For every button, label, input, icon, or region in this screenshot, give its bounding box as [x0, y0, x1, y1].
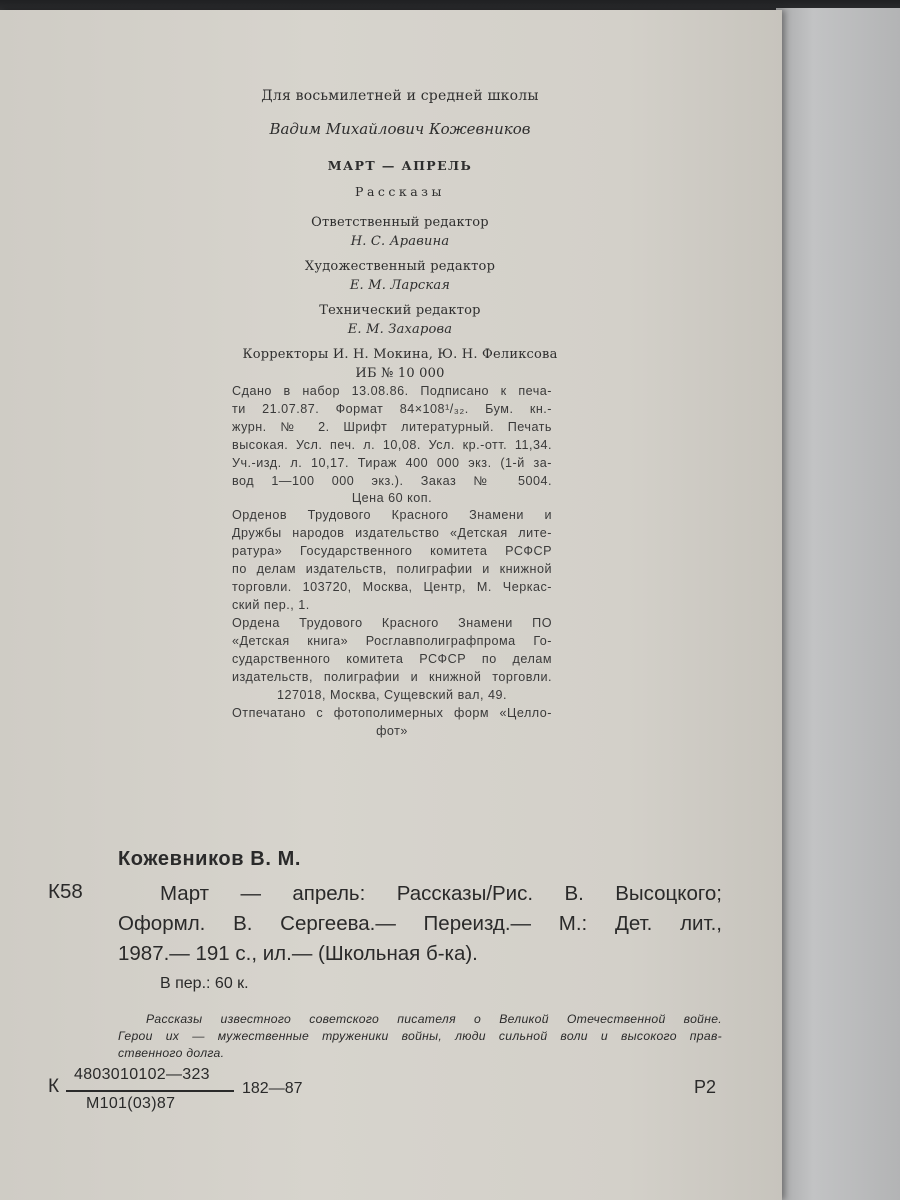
underlying-page — [776, 8, 900, 1200]
card-denominator: М101(03)87 — [86, 1095, 176, 1112]
ib-number: ИБ № 10 000 — [355, 366, 445, 381]
card-annotation-line: ственного долга. — [118, 1046, 225, 1060]
card-annotation-line: Рассказы известного советского писателя о Великой Отечественной войне. — [146, 1012, 722, 1026]
imprint-spec-line: вод 1—100 000 экз.). Заказ № 5004. — [232, 474, 552, 488]
resp-editor-label: Ответственный редактор — [311, 215, 489, 230]
resp-editor-name: Н. С. Аравина — [350, 234, 450, 249]
card-classification: Р2 — [694, 1077, 717, 1097]
imprint-spec-line: Сдано в набор 13.08.86. Подписано к печа- — [232, 384, 552, 398]
art-editor-name: Е. М. Ларская — [349, 278, 451, 293]
school-line: Для восьмилетней и средней школы — [261, 88, 539, 104]
card-index-code: К58 — [48, 880, 83, 903]
card-annotation-line: Герои их — мужественные труженики войны, люди сильной воли и высокого прав- — [118, 1029, 722, 1043]
card-serial: 182—87 — [242, 1080, 303, 1097]
publisher-line: по делам издательств, полиграфии и книжной — [232, 562, 552, 576]
imprint-spec-line: Уч.-изд. л. 10,17. Тираж 400 000 экз. (1-й за- — [232, 456, 552, 470]
printer-line: 127018, Москва, Сущевский вал, 49. — [277, 688, 507, 702]
card-description-line: 1987.— 191 с., ил.— (Школьная б-ка). — [118, 942, 478, 965]
printer-line: Ордена Трудового Красного Знамени ПО — [232, 616, 552, 630]
imprint-spec-line: ти 21.07.87. Формат 84×108¹/₃₂. Бум. кн.- — [232, 402, 552, 416]
correctors: Корректоры И. Н. Мокина, Ю. Н. Феликсова — [242, 347, 558, 362]
card-k-letter: К — [48, 1076, 60, 1097]
card-author-heading: Кожевников В. М. — [118, 848, 302, 870]
publisher-line: Орденов Трудового Красного Знамени и — [232, 508, 552, 522]
printer-line: «Детская книга» Росглавполиграфпрома Го- — [232, 634, 552, 648]
tech-editor-name: Е. М. Захарова — [347, 322, 453, 337]
publisher-line: Дружбы народов издательство «Детская лите- — [232, 526, 552, 540]
imprint-spec-line: журн. № 2. Шрифт литературный. Печать — [232, 420, 552, 434]
card-description-line: Март — апрель: Рассказы/Рис. В. Высоцкого; — [160, 882, 722, 905]
imprint-spec-line: высокая. Усл. печ. л. 10,08. Усл. кр.-отт. 11,34. — [232, 438, 552, 452]
printer-line: фот» — [376, 724, 408, 738]
tech-editor-label: Технический редактор — [319, 303, 481, 318]
printer-line: сударственного комитета РСФСР по делам — [232, 652, 552, 666]
printer-line: издательств, полиграфии и книжной торговли. — [232, 670, 552, 684]
card-binding-price: В пер.: 60 к. — [160, 975, 249, 992]
publisher-line: торговли. 103720, Москва, Центр, М. Черкас- — [232, 580, 552, 594]
publisher-line: ратура» Государственного комитета РСФСР — [232, 544, 552, 558]
art-editor-label: Художественный редактор — [304, 259, 496, 274]
card-description-line: Оформл. В. Сергеева.— Переизд.— М.: Дет. лит., — [118, 912, 722, 935]
publisher-line: ский пер., 1. — [232, 598, 310, 612]
book-title: МАРТ — АПРЕЛЬ — [327, 158, 473, 173]
price: Цена 60 коп. — [351, 491, 433, 505]
book-page — [0, 10, 782, 1200]
genre: Рассказы — [355, 184, 445, 199]
card-numerator: 4803010102—323 — [74, 1066, 210, 1083]
printer-line: Отпечатано с фотополимерных форм «Целло- — [232, 706, 552, 720]
card-fraction-bar — [66, 1090, 234, 1092]
author-full-name: Вадим Михайлович Кожевников — [269, 120, 531, 138]
